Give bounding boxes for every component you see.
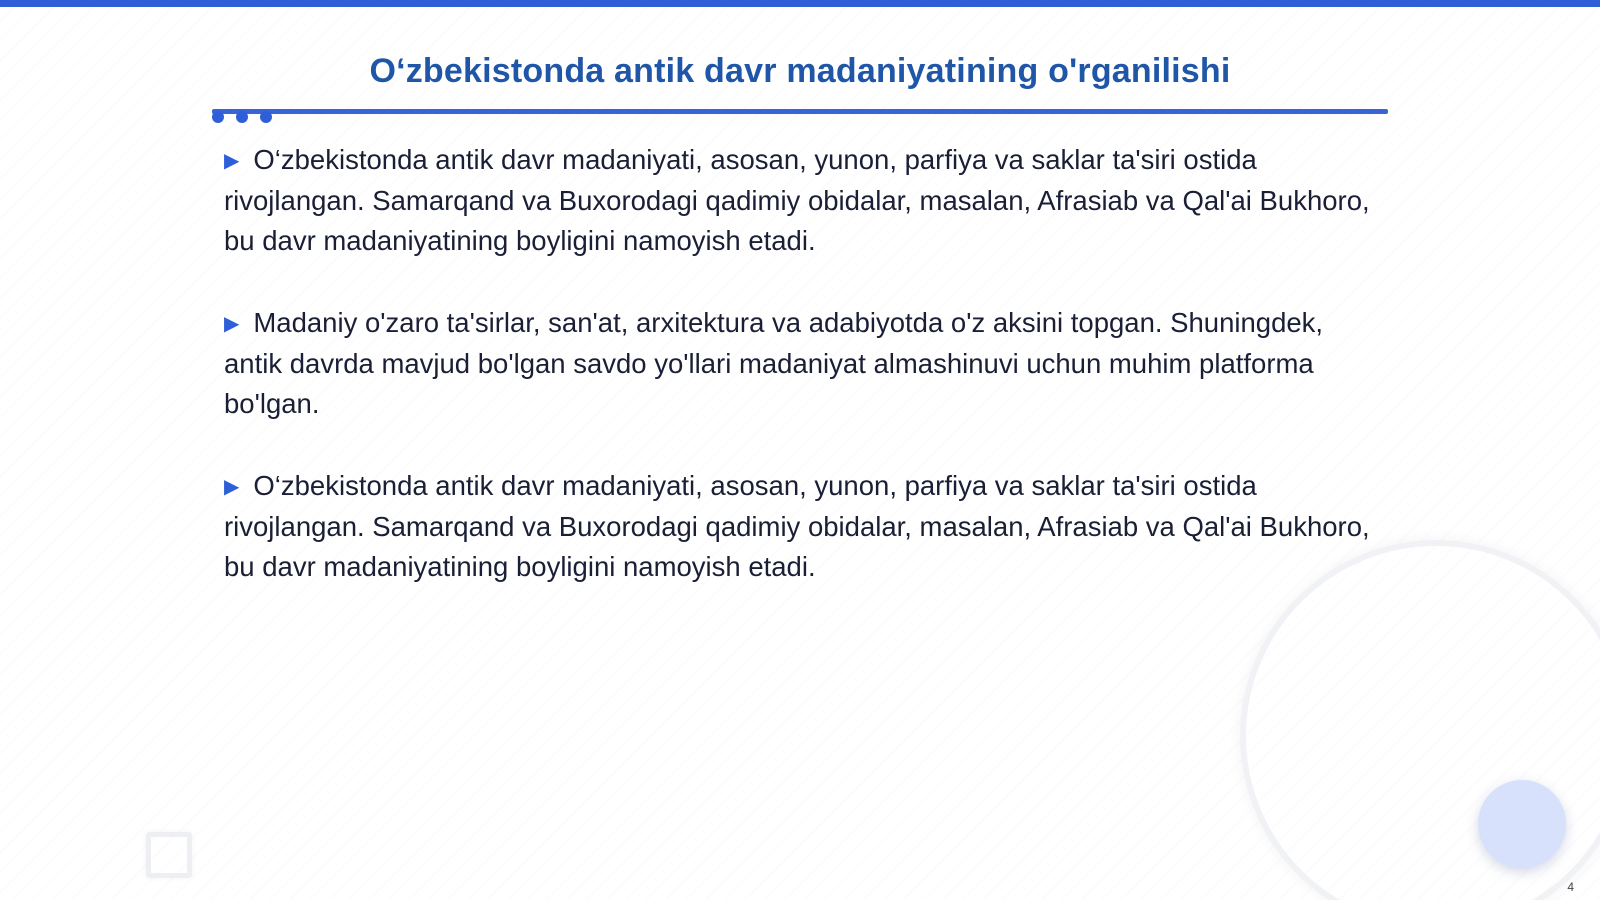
title-dots-decoration	[212, 111, 292, 125]
bullet-arrow-icon: ▶	[224, 313, 240, 335]
bullet-item	[224, 466, 1384, 587]
bullet-item	[224, 140, 1384, 261]
bullet-text: O‘zbekistonda antik davr madaniyati, asosan, yunon, parfiya va saklar ta'siri ostida rivojlangan. Samarqand va Buxorodagi qadimiy obidalar, masalan, Afrasiab va Qal'ai Bukhoro, bu davr madaniyatining boyligini namoyish etadi.	[224, 144, 1370, 256]
bullet-text: O‘zbekistonda antik davr madaniyati, asosan, yunon, parfiya va saklar ta'siri ostida rivojlangan. Samarqand va Buxorodagi qadimiy obidalar, masalan, Afrasiab va Qal'ai Bukhoro, bu davr madaniyatining boyligini namoyish etadi.	[224, 470, 1370, 582]
decorative-circle-filled	[1478, 780, 1566, 868]
bullet-list	[224, 140, 1384, 629]
slide-title: O‘zbekistonda antik davr madaniyatining o'rganilishi	[369, 52, 1231, 90]
bullet-item	[224, 303, 1384, 424]
bullet-arrow-icon: ▶	[224, 150, 240, 172]
bullet-arrow-icon: ▶	[224, 476, 240, 498]
title-underline	[212, 109, 1388, 114]
page-number: 4	[1567, 880, 1574, 894]
decorative-square	[146, 832, 192, 878]
bullet-text: Madaniy o'zaro ta'sirlar, san'at, arxitektura va adabiyotda o'z aksini topgan. Shuningdek, antik davrda mavjud bo'lgan savdo yo'llari madaniyat almashinuvi uchun muhim platforma bo'lgan.	[224, 307, 1324, 419]
decor-dot	[236, 111, 248, 123]
decor-dot	[212, 111, 224, 123]
decor-dot	[260, 111, 272, 123]
top-accent-bar	[0, 0, 1600, 7]
